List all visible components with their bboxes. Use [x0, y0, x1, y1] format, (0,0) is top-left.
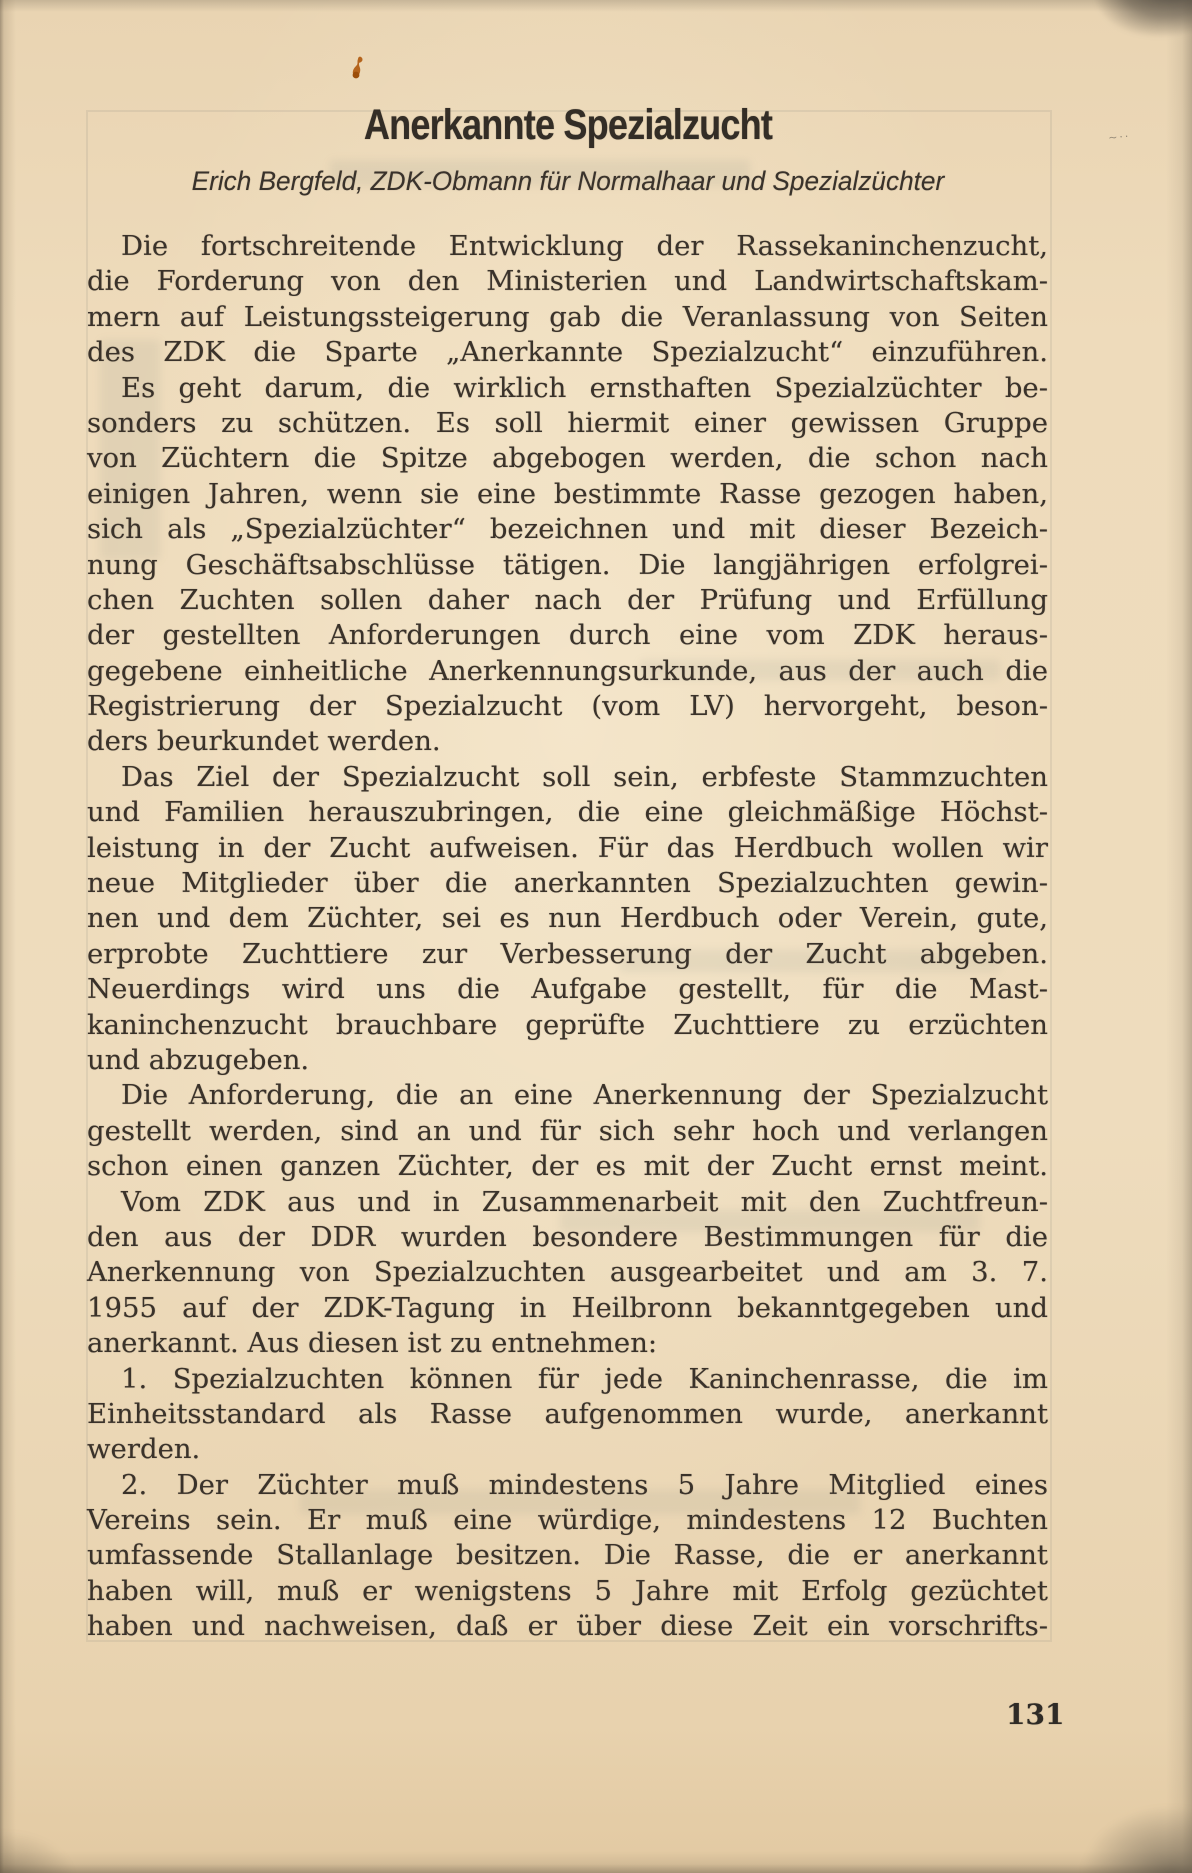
- text-line: die Forderung von den Ministerien und Landwirtschaftskam-: [87, 265, 1048, 298]
- text-line: erprobte Zuchttiere zur Verbesserung der Zucht abgeben.: [87, 937, 1048, 970]
- text-line: sonders zu schützen. Es soll hiermit einer gewissen Gruppe: [87, 406, 1048, 439]
- text-line: gestellt werden, sind an und für sich sehr hoch und verlangen: [87, 1114, 1048, 1147]
- article-body: [87, 229, 1048, 1645]
- article-title: Anerkannte Spezialzucht: [363, 101, 772, 149]
- text-line: 1955 auf der ZDK-Tagung in Heilbronn bekanntgegeben und: [87, 1291, 1048, 1324]
- scan-edge-left: [0, 0, 16, 1873]
- text-line: des ZDK die Sparte „Anerkannte Spezialzucht“ einzuführen.: [87, 336, 1048, 369]
- paragraph: [87, 1078, 1048, 1184]
- text-line: Einheitsstandard als Rasse aufgenommen wurde, anerkannt: [87, 1397, 1048, 1430]
- text-line: der gestellten Anforderungen durch eine vom ZDK heraus-: [87, 619, 1048, 652]
- article-byline: Erich Bergfeld, ZDK-Obmann für Normalhaar und Spezialzüchter: [191, 166, 944, 196]
- text-line: und abzugeben.: [87, 1043, 310, 1076]
- text-line: umfassende Stallanlage besitzen. Die Rasse, die er anerkannt: [87, 1539, 1048, 1572]
- text-line: neue Mitglieder über die anerkannten Spezialzuchten gewin-: [87, 867, 1048, 900]
- text-line: von Züchtern die Spitze abgebogen werden, die schon nach: [87, 442, 1048, 475]
- text-line: mern auf Leistungssteigerung gab die Veranlassung von Seiten: [87, 300, 1048, 333]
- text-line: Neuerdings wird uns die Aufgabe gestellt, für die Mast-: [87, 973, 1048, 1006]
- paragraph: [87, 1362, 1048, 1468]
- corner-shadow-bottom-left: [0, 1831, 76, 1873]
- text-line: Es geht darum, die wirklich ernsthaften Spezialzüchter be-: [121, 371, 1048, 404]
- text-line: nen und dem Züchter, sei es nun Herdbuch oder Verein, gute,: [87, 902, 1048, 935]
- text-line: Die fortschreitende Entwicklung der Rassekaninchenzucht,: [121, 230, 1048, 262]
- text-line: Vom ZDK aus und in Zusammenarbeit mit den Zuchtfreun-: [121, 1185, 1048, 1218]
- text-line: Registrierung der Spezialzucht (vom LV) hervorgeht, beson-: [87, 690, 1048, 723]
- paragraph: [87, 760, 1048, 1079]
- page-number: 131: [1006, 1698, 1065, 1731]
- paragraph: [87, 229, 1048, 371]
- scan-edge-top: [0, 0, 1192, 12]
- ink-spot: [352, 55, 366, 81]
- paragraph: [87, 1185, 1048, 1362]
- text-line: leistung in der Zucht aufweisen. Für das Herdbuch wollen wir: [87, 831, 1048, 864]
- text-line: werden.: [87, 1433, 201, 1466]
- text-line: und Familien herauszubringen, die eine gleichmäßige Höchst-: [87, 796, 1048, 829]
- pencil-mark: ~··: [1107, 129, 1131, 145]
- scan-edge-right: [1166, 0, 1192, 1873]
- text-line: 2. Der Züchter muß mindestens 5 Jahre Mitglied eines: [121, 1468, 1048, 1501]
- text-line: Anerkennung von Spezialzuchten ausgearbeitet und am 3. 7.: [87, 1256, 1048, 1289]
- text-line: haben und nachweisen, daß er über diese Zeit ein vorschrifts-: [87, 1610, 1048, 1643]
- text-line: den aus der DDR wurden besondere Bestimmungen für die: [87, 1220, 1048, 1253]
- text-line: Das Ziel der Spezialzucht soll sein, erbfeste Stammzuchten: [121, 760, 1048, 793]
- text-line: Die Anforderung, die an eine Anerkennung der Spezialzucht: [121, 1079, 1048, 1112]
- text-line: gegebene einheitliche Anerkennungsurkunde, aus der auch die: [87, 654, 1048, 687]
- text-line: kaninchenzucht brauchbare geprüfte Zuchttiere zu erzüchten: [87, 1008, 1048, 1041]
- text-line: chen Zuchten sollen daher nach der Prüfung und Erfüllung: [87, 583, 1048, 616]
- text-line: 1. Spezialzuchten können für jede Kaninchenrasse, die im: [121, 1362, 1048, 1395]
- text-line: sich als „Spezialzüchter“ bezeichnen und mit dieser Bezeich-: [87, 513, 1048, 546]
- text-line: haben will, muß er wenigstens 5 Jahre mit Erfolg gezüchtet: [87, 1574, 1048, 1607]
- text-line: einigen Jahren, wenn sie eine bestimmte Rasse gezogen haben,: [87, 477, 1048, 510]
- scan-edge-bottom: [0, 1851, 1192, 1873]
- text-line: ders beurkundet werden.: [87, 725, 441, 758]
- text-line: nung Geschäftsabschlüsse tätigen. Die langjährigen erfolgrei-: [87, 548, 1048, 581]
- text-line: schon einen ganzen Züchter, der es mit der Zucht ernst meint.: [87, 1150, 1048, 1183]
- text-line: Vereins sein. Er muß eine würdige, mindestens 12 Buchten: [87, 1504, 1048, 1537]
- corner-shadow-bottom-right: [1080, 1805, 1192, 1873]
- paragraph: [87, 371, 1048, 760]
- text-line: anerkannt. Aus diesen ist zu entnehmen:: [87, 1327, 658, 1360]
- paragraph: [87, 1468, 1048, 1645]
